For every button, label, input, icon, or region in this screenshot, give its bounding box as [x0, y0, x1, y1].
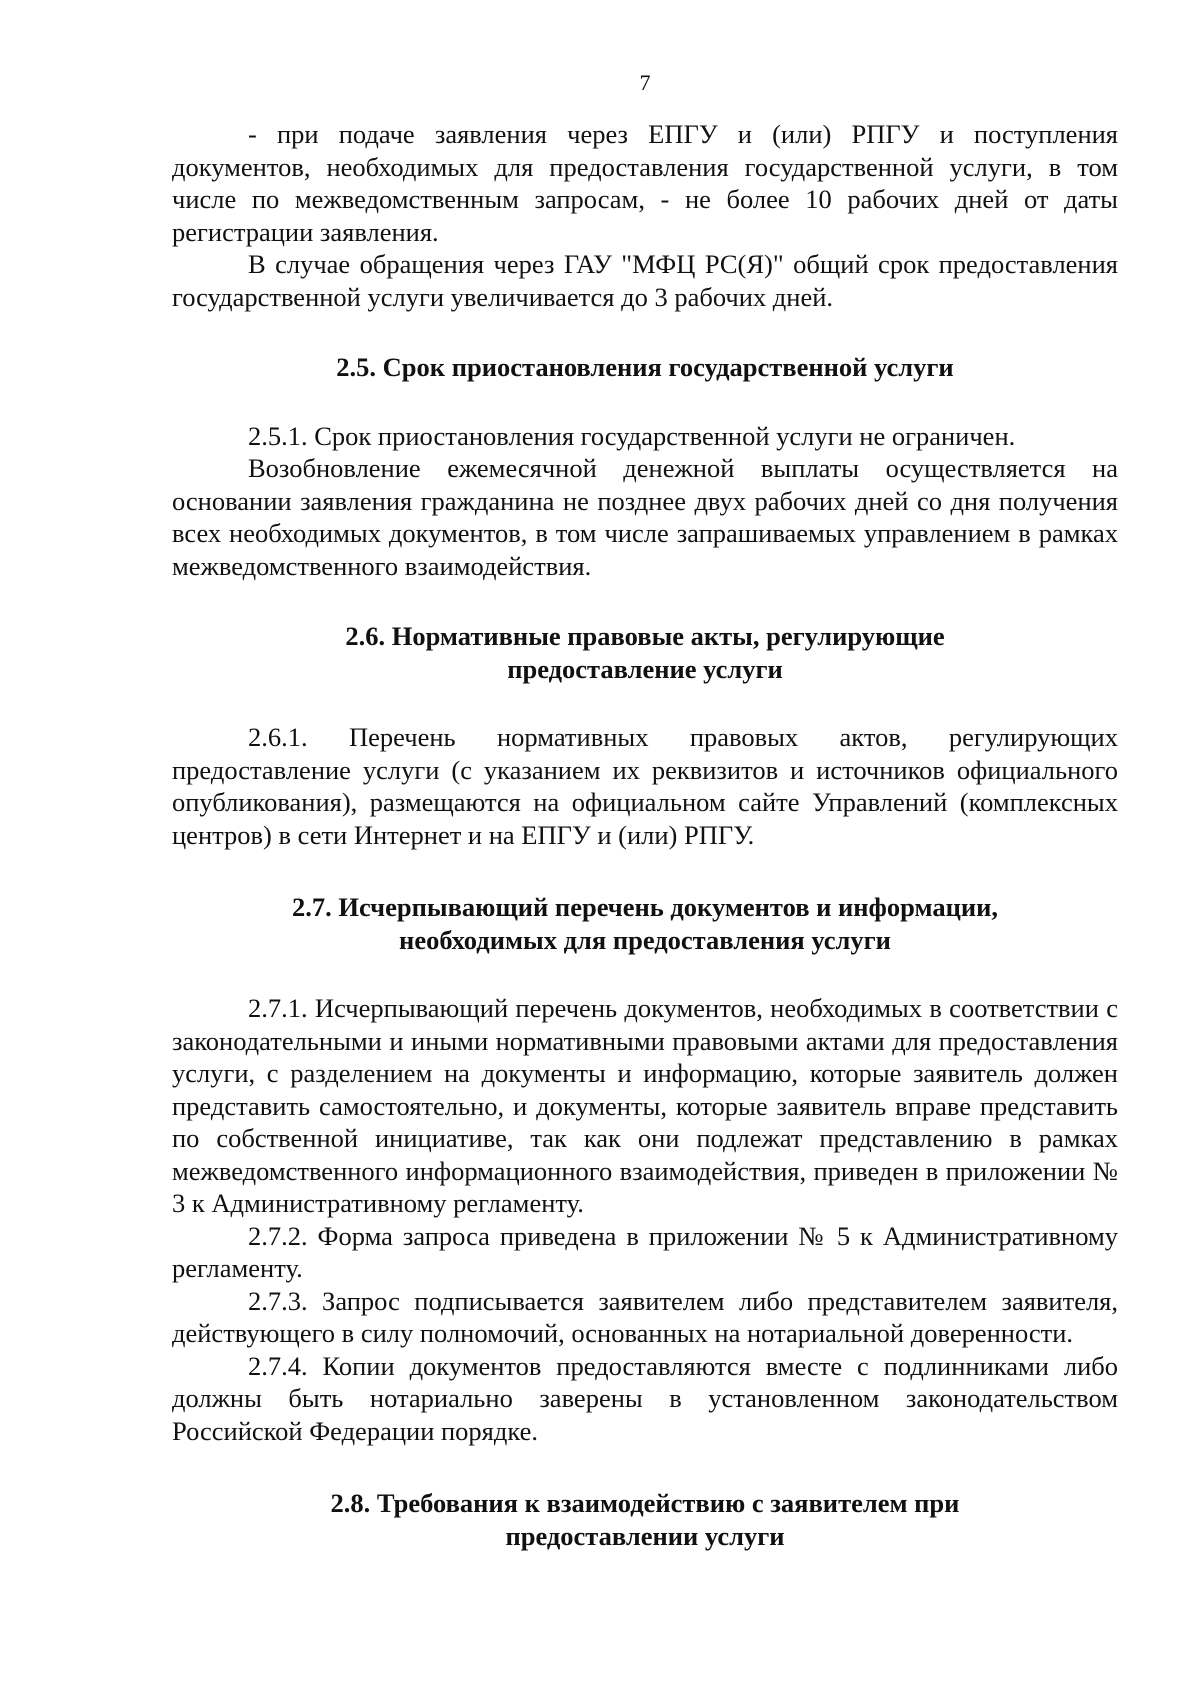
paragraph-submission-term: - при подаче заявления через ЕПГУ и (или) РПГУ и поступления документов, необходимых для предоставления государственной услуги, в том числе по межведомственным запросам, - не более 10 рабочих дней от даты регистрации заявления. [172, 119, 1118, 247]
paragraph-2-7-3: 2.7.3. Запрос подписывается заявителем либо представителем заявителя, действующего в силу полномочий, основанных на нотариальной доверенности. [172, 1285, 1118, 1348]
section-heading-2-8-line1: 2.8. Требования к взаимодействию с заявителем при [330, 1488, 960, 1518]
paragraph-2-7-2: 2.7.2. Форма запроса приведена в приложении № 5 к Административному регламенту. [172, 1220, 1118, 1283]
section-heading-2-7 [172, 891, 1118, 956]
section-heading-2-5: 2.5. Срок приостановления государственной услуги [336, 352, 954, 382]
paragraph-mfc-term: В случае обращения через ГАУ "МФЦ РС(Я)" общий срок предоставления государственной услуги увеличивается до 3 рабочих дней. [172, 249, 1118, 312]
section-heading-2-7-line1: 2.7. Исчерпывающий перечень документов и информации, [291, 892, 999, 922]
paragraph-2-7-4: 2.7.4. Копии документов предоставляются вместе с подлинниками либо должны быть нотариально заверены в установленном законодательством Российской Федерации порядке. [172, 1350, 1118, 1446]
section-heading-2-8 [172, 1487, 1118, 1552]
section-heading-2-6-line1: 2.6. Нормативные правовые акты, регулирующие [345, 621, 945, 651]
document-page [172, 70, 1118, 1552]
section-heading-2-6-line2: предоставление услуги [507, 653, 783, 684]
paragraph-2-5-resume: Возобновление ежемесячной денежной выплаты осуществляется на основании заявления гражданина не позднее двух рабочих дней со дня получения всех необходимых документов, в том числе запрашиваемых управлением в рамках межведомственного взаимодействия. [172, 453, 1118, 581]
paragraph-2-6-1: 2.6.1. Перечень нормативных правовых актов, регулирующих предоставление услуги (с указанием их реквизитов и источников официального опубликования), размещаются на официальном сайте Управлений (комплексных центров) в сети Интернет и на ЕПГУ и (или) РПГУ. [172, 722, 1118, 850]
paragraph-2-7-1: 2.7.1. Исчерпывающий перечень документов, необходимых в соответствии с законодательными и иными нормативными правовыми актами для предоставления услуги, с разделением на документы и информацию, которые заявитель должен представить самостоятельно, и документы, которые заявитель вправе представить по собственной инициативе, так как они подлежат представлению в рамках межведомственного информационного взаимодействия, приведен в приложении № 3 к Административному регламенту. [172, 993, 1118, 1218]
section-heading-2-8-line2: предоставлении услуги [505, 1520, 785, 1551]
section-heading-2-7-line2: необходимых для предоставления услуги [399, 924, 891, 955]
paragraph-2-5-1: 2.5.1. Срок приостановления государственной услуги не ограничен. [248, 420, 1016, 451]
page-number: 7 [639, 70, 651, 95]
section-heading-2-6 [172, 620, 1118, 685]
